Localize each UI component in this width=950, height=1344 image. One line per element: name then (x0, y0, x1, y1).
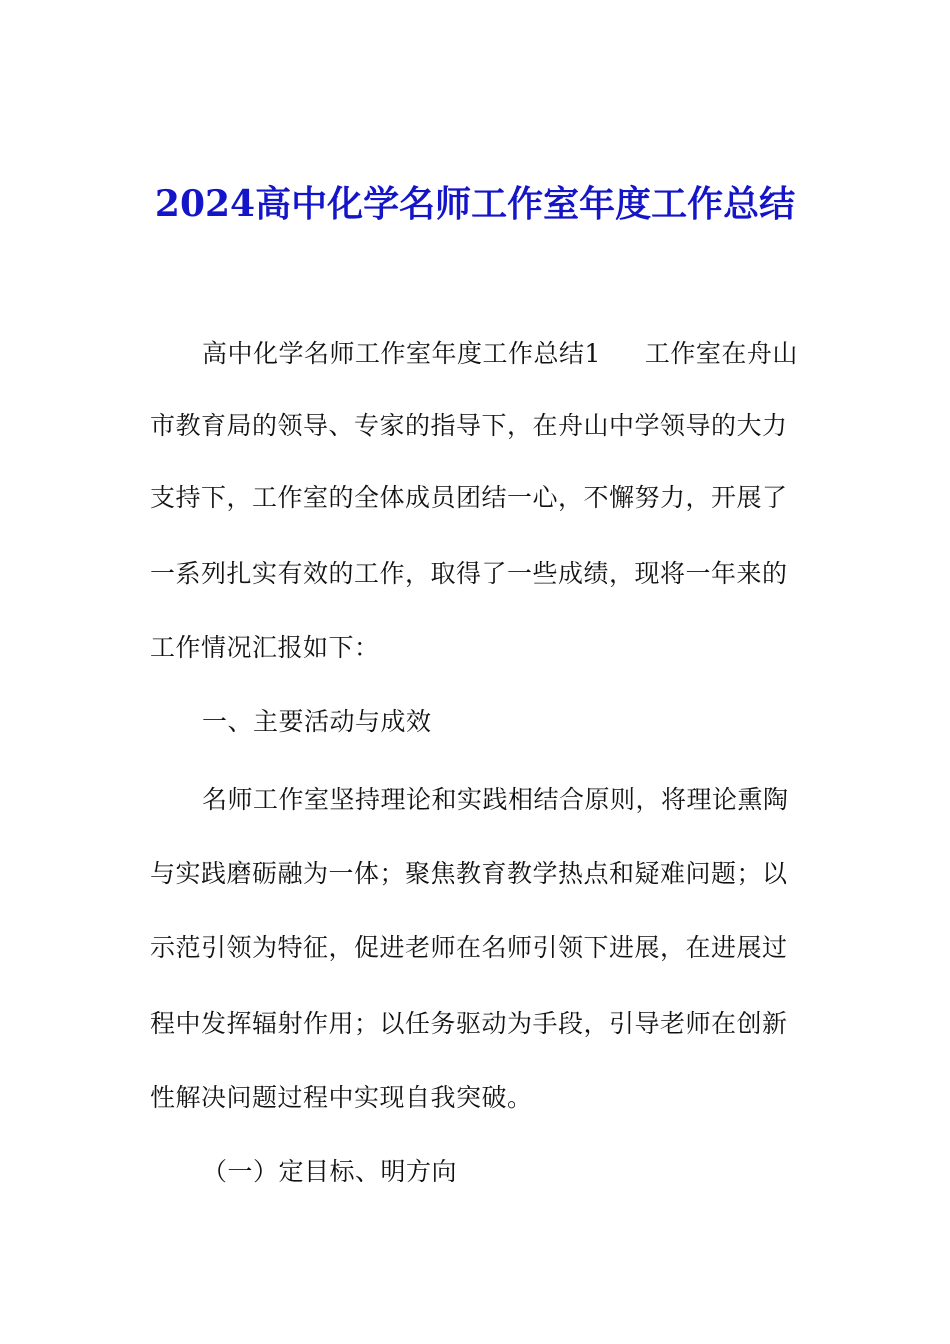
paragraph-1-line-3: 支持下，工作室的全体成员团结一心，不懈努力，开展了 (150, 483, 788, 512)
paragraph-2-line-3: 示范引领为特征，促进老师在名师引领下进展，在进展过 (150, 933, 788, 962)
paragraph-2-line-5: 性解决问题过程中实现自我突破。 (150, 1083, 533, 1112)
document-title: 2024高中化学名师工作室年度工作总结 (154, 183, 796, 225)
paragraph-2-line-4: 程中发挥辐射作用；以任务驱动为手段，引导老师在创新 (150, 1009, 788, 1038)
heading-main-activities: 一、主要活动与成效 (202, 707, 432, 736)
paragraph-1-line-5: 工作情况汇报如下： (150, 633, 380, 662)
paragraph-1-line-2: 市教育局的领导、专家的指导下，在舟山中学领导的大力 (150, 411, 788, 440)
paragraph-1-start: 工作室在舟山 (644, 339, 798, 368)
section-heading-inline: 高中化学名师工作室年度工作总结1 (202, 339, 601, 368)
paragraph-1-line-1 (202, 336, 798, 372)
paragraph-2-line-2: 与实践磨砺融为一体；聚焦教育教学热点和疑难问题；以 (150, 859, 788, 888)
heading-set-goals: （一）定目标、明方向 (202, 1157, 458, 1186)
paragraph-2-line-1: 名师工作室坚持理论和实践相结合原则，将理论熏陶 (202, 785, 789, 814)
paragraph-1-line-4: 一系列扎实有效的工作，取得了一些成绩，现将一年来的 (150, 559, 788, 588)
